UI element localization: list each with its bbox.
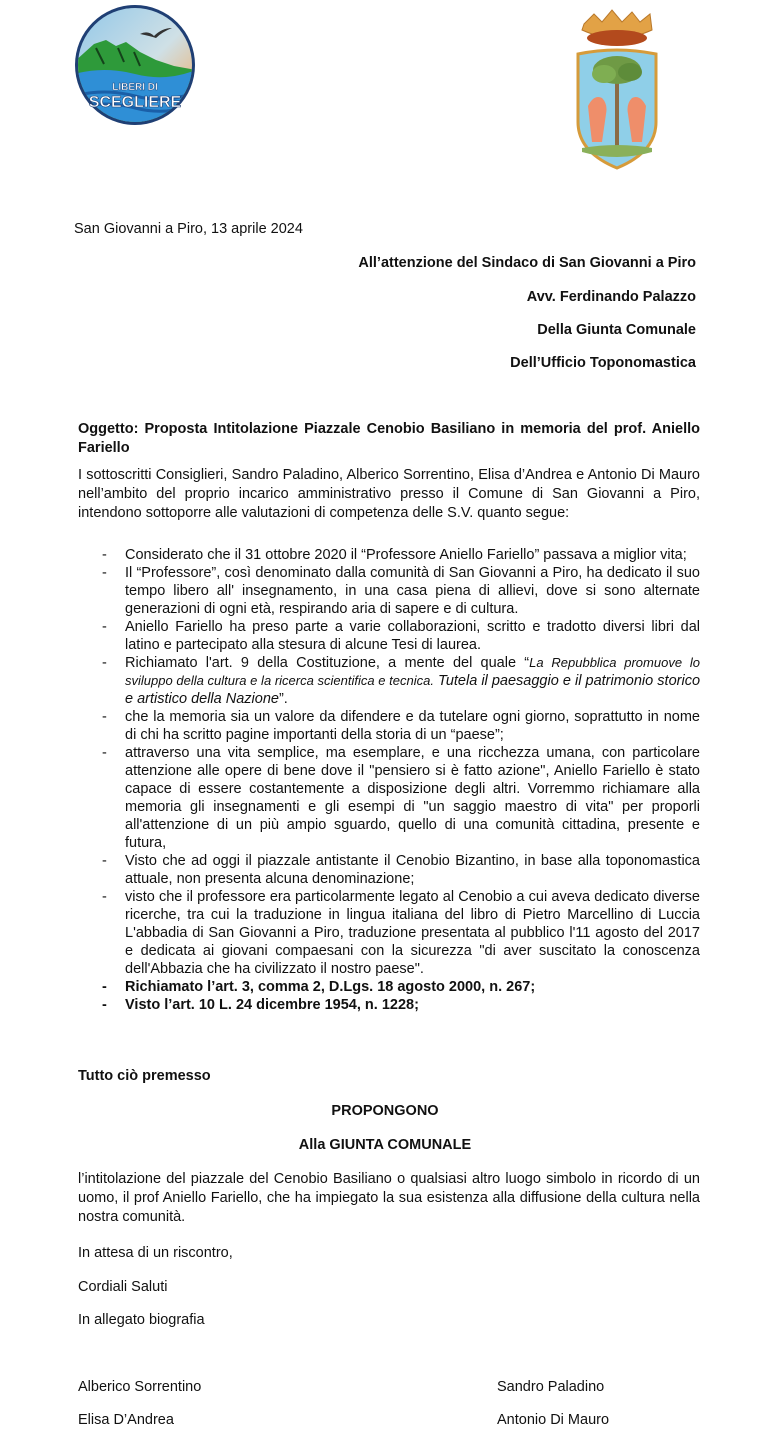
bullet-dash: - [102,853,107,869]
list-item [78,852,700,888]
item-text: Considerato che il 31 ottobre 2020 il “Professore Aniello Fariello” passava a miglior vita; [125,547,687,563]
giunta-heading: Alla GIUNTA COMUNALE [298,1137,472,1153]
item-text: Richiamato l'art. 9 della Costituzione, a mente del quale “ [125,655,530,671]
item-text: Aniello Fariello ha preso parte a varie collaborazioni, scritto e tradotto diversi libri dal latino e partecipato alla stesura di alcune Tesi di laurea. [125,619,700,653]
item-text: Il “Professore”, così denominato dalla comunità di San Giovanni a Piro, ha dedicato il suo tempo libero all' insegnamento, in una casa piena di allievi, dove si sono alternate generazioni di ogni età, respirando aria di sapere e di cultura. [125,565,700,617]
proposal-paragraph: l’intitolazione del piazzale del Cenobio Basiliano o qualsiasi altro luogo simbolo in ricordo di un uomo, il prof Aniello Fariello, che ha impiegato la sua esistenza alla diffusione della cultura nella nostra comunità. [78,1171,700,1225]
bullet-dash: - [102,565,107,581]
bullet-dash: - [102,709,107,725]
constitution-quote-cont: Tutela il paesaggio e il patrimonio storico e artistico della Nazione [125,673,701,707]
item-text: Visto l’art. 10 L. 24 dicembre 1954, n. 1228; [125,997,419,1013]
bullet-dash: - [102,979,107,995]
bullet-dash: - [102,997,107,1013]
list-item [78,888,700,978]
list-item [78,978,700,996]
signature-dandrea: Elisa D’Andrea [78,1412,174,1428]
recipient-office: Dell’Ufficio Toponomastica [510,355,696,371]
bullet-dash: - [102,745,107,761]
subject-line: Oggetto: Proposta Intitolazione Piazzale Cenobio Basiliano in memoria del prof. Aniello Fariello [78,421,700,456]
bullet-dash: - [102,619,107,635]
bullet-dash: - [102,547,107,563]
recipient-giunta: Della Giunta Comunale [537,322,696,338]
svg-text:LIBERI DI: LIBERI DI [112,82,158,93]
signature-dimauro: Antonio Di Mauro [497,1412,610,1428]
list-item [78,708,700,744]
recipient-mayor: All’attenzione del Sindaco di San Giovanni a Piro [358,255,696,271]
item-text: Richiamato l’art. 3, comma 2, D.Lgs. 18 agosto 2000, n. 267; [125,979,536,995]
list-item [78,744,700,852]
closing-line-3: In allegato biografia [78,1312,205,1328]
list-item [78,996,700,1014]
list-item [78,564,700,618]
item-text: che la memoria sia un valore da difendere e da tutelare ogni giorno, soprattutto in nome di chi ha scritto pagine importanti della storia di un “paese”; [125,709,700,743]
list-item [78,654,700,708]
signature-sorrentino: Alberico Sorrentino [78,1379,202,1395]
constitution-quote: La Repubblica promuove lo sviluppo della cultura e la ricerca scientifica e tecnica. [125,655,700,688]
date-line: San Giovanni a Piro, 13 aprile 2024 [74,221,303,237]
considerations-list [78,546,700,1014]
item-text: Visto che ad oggi il piazzale antistante il Cenobio Bizantino, in base alla toponomastica attuale, non presenta alcuna denominazione; [125,853,700,887]
list-item [78,546,700,564]
bullet-dash: - [102,889,107,905]
premessa-heading: Tutto ciò premesso [78,1068,211,1084]
item-text: visto che il professore era particolarmente legato al Cenobio a cui aveva dedicato diverse ricerche, tra cui la traduzione in lingua italiana del libro di Pietro Marcellino di Luccia L'abbadia di San Giovanni a Piro, traduzione presentata al pubblico l'11 agosto del 2017 e dedicata ai giovani compaesani con la sicurezza "di aver suscitato la conoscenza dell'Abbazia che ha civilizzato il nostro paese". [125,889,700,977]
propongono-heading: PROPONGONO [331,1103,439,1119]
svg-text:SCEGLIERE: SCEGLIERE [88,94,182,111]
signature-paladino: Sandro Paladino [497,1379,605,1395]
liberi-di-scegliere-logo-icon [74,4,196,126]
item-text: attraverso una vita semplice, ma esemplare, e una ricchezza umana, con particolare attenzione alle opere di bene dove il "pensiero si è fatto azione", Aniello Fariello è stato capace di essere costantemente a disposizione degli altri. Vorremmo richiamare alla memoria gli insegnamenti e gli esempi di "un saggio maestro di vita" per proporli all'attenzione di un più ampio sguardo, quello di una comunità cittadina, presente e futura, [125,745,700,851]
bullet-dash: - [102,655,107,671]
intro-paragraph: I sottoscritti Consiglieri, Sandro Paladino, Alberico Sorrentino, Elisa d’Andrea e Antonio Di Mauro nell’ambito del proprio incarico amministrativo presso il Comune di San Giovanni a Piro, intendono sottoporre alle valutazioni di competenza delle S.V. quanto segue: [78,467,700,521]
list-item [78,618,700,654]
closing-line-2: Cordiali Saluti [78,1279,168,1295]
recipient-name: Avv. Ferdinando Palazzo [526,289,696,305]
closing-line-1: In attesa di un riscontro, [78,1245,233,1261]
item-text-end: ”. [278,691,288,707]
coat-of-arms-icon [572,2,662,170]
